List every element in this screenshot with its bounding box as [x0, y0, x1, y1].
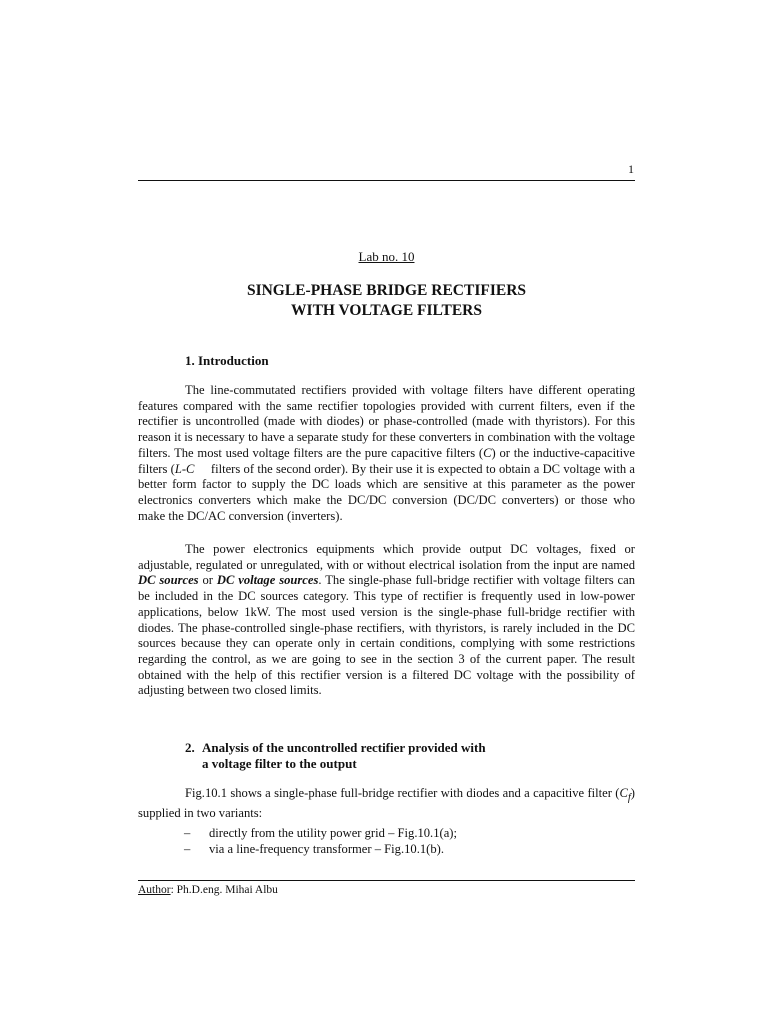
filter-capacitor-symbol: C: [619, 786, 628, 800]
list-item-text: via a line-frequency transformer – Fig.10.1(b).: [209, 841, 445, 856]
text-run: filters of the second order). By their use it is expected to obtain a DC voltage with a better form factor to supply the DC loads which are sensitive at this parameter as the power electronics converters which make the DC/DC conversion (DC/DC converters) or those who make the DC/AC conversion (inverters).: [138, 461, 635, 523]
list-item: [138, 826, 635, 842]
title-line-2: WITH VOLTAGE FILTERS: [291, 302, 482, 319]
text-run: Fig.10.1 shows a single-phase full-bridge rectifier with diodes and a capacitive filter (: [185, 786, 620, 800]
header-rule: [138, 180, 635, 181]
supply-variants-list: [138, 826, 635, 857]
author-footer: [138, 883, 278, 897]
footer-rule: [138, 880, 635, 881]
lc-filter-symbol: L-C: [174, 461, 195, 476]
section-1-heading: 1. Introduction: [185, 353, 269, 368]
text-run: or: [198, 573, 217, 588]
list-dash: –: [184, 826, 191, 840]
term-dc-voltage-sources: DC voltage sources: [216, 573, 319, 588]
section-2-heading-line-2: a voltage filter to the output: [202, 756, 357, 771]
filter-capacitor-subscript: f: [627, 792, 631, 804]
list-dash: –: [184, 841, 191, 856]
text-run: ) or the inductive-capacitive filters (: [138, 445, 635, 476]
section-2-heading-line-1: Analysis of the uncontrolled rectifier provided with: [202, 740, 486, 755]
capacitor-symbol: C: [483, 445, 492, 460]
page-number: 1: [628, 162, 634, 176]
section-1-paragraph-1: [138, 383, 635, 524]
list-item: [138, 842, 635, 858]
lab-title: [138, 249, 635, 265]
term-dc-sources: DC sources: [138, 573, 199, 588]
section-1-paragraph-2: [138, 542, 635, 699]
section-2-heading: [185, 740, 486, 772]
text-run: ) supplied in two variants:: [138, 786, 635, 821]
title-line-1: SINGLE-PHASE BRIDGE RECTIFIERS: [246, 282, 527, 299]
section-2-paragraph-1: [138, 786, 635, 822]
section-2-number: 2.: [185, 740, 195, 755]
author-label: Author: [138, 884, 171, 896]
text-run: . The single-phase full-bridge rectifier with voltage filters can be included in the DC sources category. This type of rectifier is frequently used in low-power applications, below 1kW. The most used version is the single-phase full-bridge rectifier with diodes. The phase-controlled single-phase rectifiers, with thyristors, is rarely included in the DC sources because they can operate only in certain conditions, complying with some restrictions regarding the control, as we are going to see in the section 3 of the current paper. The result obtained with the help of this rectifier version is a filtered DC voltage with the possibility of adjusting between two closed limits.: [138, 573, 635, 698]
author-name: : Ph.D.eng. Mihai Albu: [170, 884, 278, 896]
list-item-text: directly from the utility power grid – Fig.10.1(a);: [209, 826, 457, 840]
lab-title-text: Lab no. 10: [358, 249, 415, 264]
document-title: [138, 281, 635, 321]
text-run: The power electronics equipments which provide output DC voltages, fixed or adjustable, regulated or unregulated, with or without electrical isolation from the input are named: [138, 542, 635, 572]
text-run: The line-commutated rectifiers provided with voltage filters have different operating features compared with the same rectifier topologies provided with current filters, even if the rectifier is uncontrolled (made with diodes) or phase-controlled (made with thyristors). For this reason it is necessary to have a separate study for these converters in combination with the voltage filters. The most used voltage filters are the pure capacitive filters (: [138, 383, 635, 460]
